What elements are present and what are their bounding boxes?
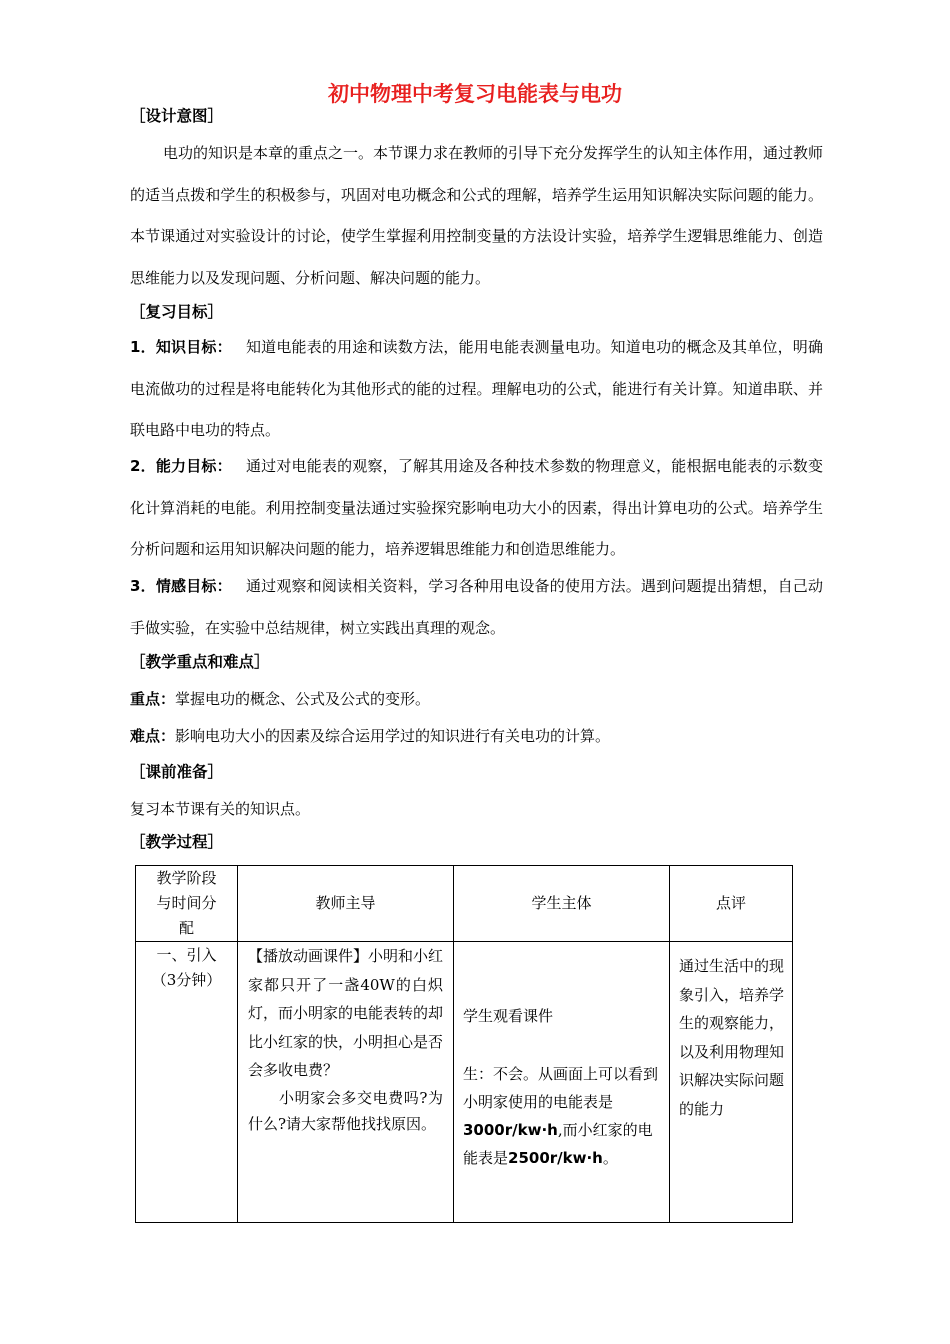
comment-text: 通过生活中的现象引入，培养学生的观察能力，以及利用物理知识解决实际问题的能力	[679, 957, 785, 1118]
stage-name: 一、引入	[156, 946, 217, 964]
stage-cell	[136, 942, 238, 1223]
goal-knowledge-text: 知道电能表的用途和读数方法，能用电能表测量电功。知道电功的概念及其单位，明确电流做功的过程是将电能转化为其他形式的能的过程。理解电功的公式，能进行有关计算。知道串联、并联电路中电功的特点。	[130, 338, 823, 439]
comment-cell	[670, 942, 793, 1223]
heading-goals: ［复习目标］	[130, 303, 224, 321]
difficult-point-text: 影响电功大小的因素及综合运用学过的知识进行有关电功的计算。	[175, 727, 611, 745]
column-header-stage: 教学阶段与时间分配	[136, 866, 238, 942]
preparation-text: 复习本节课有关的知识点。	[130, 800, 311, 818]
table-row	[136, 942, 793, 1223]
key-point-line	[130, 687, 430, 711]
goal-knowledge-label: 1．知识目标：	[130, 338, 232, 356]
teacher-paragraph-1: 【播放动画课件】小明和小红家都只开了一盏40W的白炽灯，而小明家的电能表转的却比小红家的快，小明担心是否会多收电费？	[248, 947, 444, 1079]
goal-knowledge	[130, 327, 823, 452]
goal-emotion	[130, 566, 823, 649]
column-header-student: 学生主体	[454, 866, 670, 942]
teaching-process-table	[135, 865, 793, 1223]
meter-constant-xiaoming: 3000r/kw·h	[463, 1121, 558, 1139]
difficult-point-line	[130, 724, 610, 748]
goal-emotion-text: 通过观察和阅读相关资料，学习各种用电设备的使用方法。遇到问题提出猜想，自己动手做实验，在实验中总结规律，树立实践出真理的观念。	[130, 577, 823, 637]
difficult-point-label: 难点：	[130, 727, 176, 745]
key-point-label: 重点：	[130, 690, 176, 708]
heading-process: ［教学过程］	[130, 833, 224, 851]
document-title: 初中物理中考复习电能表与电功	[328, 82, 622, 106]
heading-design-intent: ［设计意图］	[130, 107, 224, 125]
heading-preparation: ［课前准备］	[130, 763, 224, 781]
goal-ability	[130, 446, 823, 571]
goal-emotion-label: 3．情感目标：	[130, 577, 232, 595]
goal-ability-text: 通过对电能表的观察，了解其用途及各种技术参数的物理意义，能根据电能表的示数变化计算消耗的电能。利用控制变量法通过实验探究影响电功大小的因素，得出计算电功的公式。培养学生分析问题和运用知识解决问题的能力，培养逻辑思维能力和创造思维能力。	[130, 457, 823, 558]
meter-constant-xiaohong: 2500r/kw·h	[508, 1149, 603, 1167]
table-header-row	[136, 866, 793, 942]
key-point-text: 掌握电功的概念、公式及公式的变形。	[175, 690, 431, 708]
student-paragraph-2: 生：不会。从画面上可以看到小明家使用的电能表是3000r/kw·h,而小红家的电能表是2500r/kw·h。	[463, 1065, 659, 1167]
teacher-paragraph-2: 小明家会多交电费吗?为什么?请大家帮他找找原因。	[248, 1088, 443, 1133]
teacher-cell	[238, 942, 454, 1223]
column-header-teacher: 教师主导	[238, 866, 454, 942]
column-header-comment: 点评	[670, 866, 793, 942]
heading-key-points: ［教学重点和难点］	[130, 653, 270, 671]
design-intent-paragraph: 电功的知识是本章的重点之一。本节课力求在教师的引导下充分发挥学生的认知主体作用，通过教师的适当点拨和学生的积极参与，巩固对电功概念和公式的理解，培养学生运用知识解决实际问题的能力。本节课通过对实验设计的讨论，使学生掌握利用控制变量的方法设计实验，培养学生逻辑思维能力、创造思维能力以及发现问题、分析问题、解决问题的能力。	[130, 144, 824, 287]
student-cell	[454, 942, 670, 1223]
goal-ability-label: 2．能力目标：	[130, 457, 232, 475]
student-paragraph-1: 学生观看课件	[463, 1007, 554, 1025]
stage-duration: （3分钟）	[151, 971, 222, 989]
